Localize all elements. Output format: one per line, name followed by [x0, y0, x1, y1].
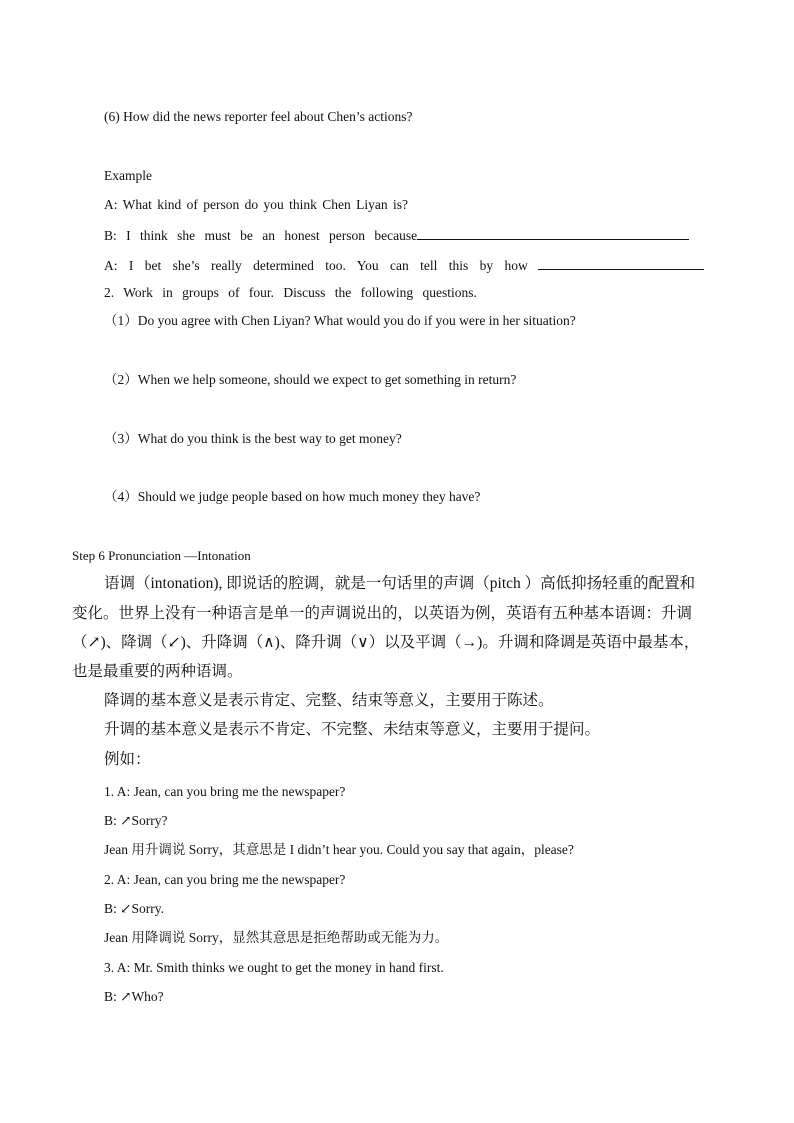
example-1-a: 1. A: Jean, can you bring me the newspaper? — [104, 784, 346, 799]
example-heading: Example — [104, 168, 152, 183]
section-heading-step6: Step 6 Pronunciation —Intonation — [72, 548, 251, 563]
rising-tone-meaning: 升调的基本意义是表示不肯定、不完整、未结束等意义，主要用于提问。 — [104, 721, 601, 738]
for-example-label: 例如： — [104, 751, 151, 768]
task-2: 2. Work in groups of four. Discuss the following questions. — [104, 285, 477, 300]
intro-line: （↗)、降调（↙)、升降调（∧)、降升调（∨）以及平调（→)。升调和降调是英语中最基本， — [72, 634, 700, 651]
example-3-b: B: ↗Who? — [104, 989, 164, 1004]
example-line-a1: A: What kind of person do you think Chen Liyan is? — [104, 197, 408, 212]
answer-blank — [538, 255, 704, 270]
discussion-question-2: （2）When we help someone, should we expect to get something in return? — [104, 372, 517, 387]
example-line-b-text: B: I think she must be an honest person because — [104, 228, 418, 243]
example-line-a2 — [104, 255, 704, 275]
example-1-note: Jean 用升调说 Sorry，其意思是 I didn’t hear you. Could you say that again，please? — [104, 842, 574, 857]
example-line-b — [104, 225, 689, 245]
question-6: (6) How did the news reporter feel about Chen’s actions? — [104, 109, 413, 124]
example-3-a: 3. A: Mr. Smith thinks we ought to get the money in hand first. — [104, 960, 444, 975]
answer-blank — [417, 225, 689, 240]
example-2-note: Jean 用降调说 Sorry，显然其意思是拒绝帮助或无能为力。 — [104, 930, 449, 945]
example-2-b: B: ↙Sorry. — [104, 901, 164, 916]
intro-line: 也是最重要的两种语调。 — [72, 663, 243, 680]
falling-tone-meaning: 降调的基本意义是表示肯定、完整、结束等意义，主要用于陈述。 — [104, 692, 554, 709]
example-1-b: B: ↗Sorry? — [104, 813, 168, 828]
example-line-a2-text: A: I bet she’s really determined too. You can tell this by how — [104, 258, 528, 273]
intro-line: 语调（intonation), 即说话的腔调，就是一句话里的声调（pitch ）高低抑扬轻重的配置和 — [104, 575, 696, 592]
intro-line: 变化。世界上没有一种语言是单一的声调说出的，以英语为例，英语有五种基本语调：升调 — [72, 605, 693, 622]
discussion-question-3: （3）What do you think is the best way to get money? — [104, 431, 402, 446]
discussion-question-1: （1）Do you agree with Chen Liyan? What would you do if you were in her situation? — [104, 313, 576, 328]
example-2-a: 2. A: Jean, can you bring me the newspaper? — [104, 872, 346, 887]
discussion-question-4: （4）Should we judge people based on how much money they have? — [104, 489, 481, 504]
